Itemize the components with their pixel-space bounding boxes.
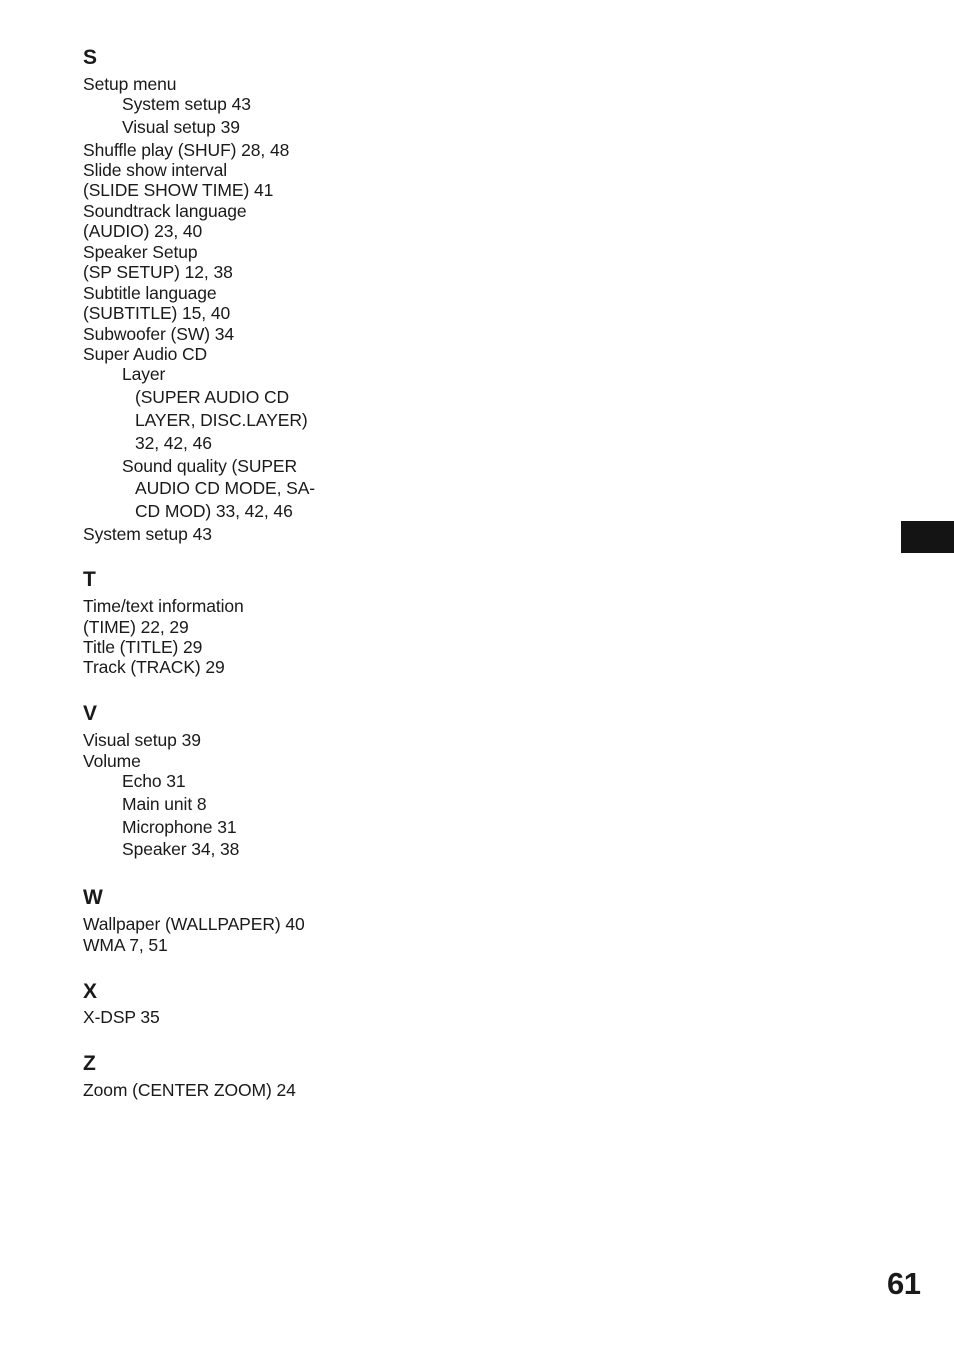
index-subentry: System setup 43 (122, 94, 251, 114)
index-entry: Zoom (CENTER ZOOM) 24 (83, 1080, 296, 1100)
index-entry: Slide show interval (83, 160, 228, 180)
index-subentry: Speaker 34, 38 (122, 839, 240, 859)
section-heading-w: W (83, 886, 103, 909)
index-entry: Wallpaper (WALLPAPER) 40 (83, 914, 305, 934)
index-subentry: Microphone 31 (122, 817, 237, 837)
index-subentry: Main unit 8 (122, 794, 207, 814)
index-entry: (SP SETUP) 12, 38 (83, 262, 233, 282)
index-entry: System setup 43 (83, 524, 212, 544)
page-number: 61 (887, 1266, 921, 1301)
index-entry: (AUDIO) 23, 40 (83, 221, 203, 241)
index-subentry-continued: CD MOD) 33, 42, 46 (135, 501, 293, 521)
index-subentry-continued: 32, 42, 46 (135, 433, 212, 453)
section-heading-z: Z (83, 1052, 96, 1075)
index-entry: Title (TITLE) 29 (83, 637, 203, 657)
section-heading-x: X (83, 980, 98, 1003)
section-heading-v: V (83, 702, 98, 725)
index-entry: Volume (83, 751, 141, 771)
index-entry: (SUBTITLE) 15, 40 (83, 303, 231, 323)
index-subentry: Echo 31 (122, 771, 186, 791)
index-entry: Time/text information (83, 596, 244, 616)
index-entry: (TIME) 22, 29 (83, 617, 189, 637)
index-subentry-continued: (SUPER AUDIO CD (135, 387, 290, 407)
index-entry: Super Audio CD (83, 344, 208, 364)
section-heading-s: S (83, 46, 98, 69)
index-subentry-continued: LAYER, DISC.LAYER) (135, 410, 308, 430)
index-subentry: Layer (122, 364, 166, 384)
section-heading-t: T (83, 568, 96, 591)
index-entry: WMA 7, 51 (83, 935, 168, 955)
index-entry: Subtitle language (83, 283, 217, 303)
index-entry: X-DSP 35 (83, 1007, 160, 1027)
index-entry: Soundtrack language (83, 201, 247, 221)
index-entry: Shuffle play (SHUF) 28, 48 (83, 140, 290, 160)
index-entry: Visual setup 39 (83, 730, 201, 750)
index-entry: Setup menu (83, 74, 177, 94)
index-subentry-continued: AUDIO CD MODE, SA- (135, 478, 316, 498)
index-subentry: Sound quality (SUPER (122, 456, 298, 476)
chapter-tab-marker (901, 521, 954, 553)
index-entry: Speaker Setup (83, 242, 198, 262)
index-entry: Track (TRACK) 29 (83, 657, 225, 677)
index-entry: Subwoofer (SW) 34 (83, 324, 234, 344)
index-entry: (SLIDE SHOW TIME) 41 (83, 180, 274, 200)
index-subentry: Visual setup 39 (122, 117, 240, 137)
